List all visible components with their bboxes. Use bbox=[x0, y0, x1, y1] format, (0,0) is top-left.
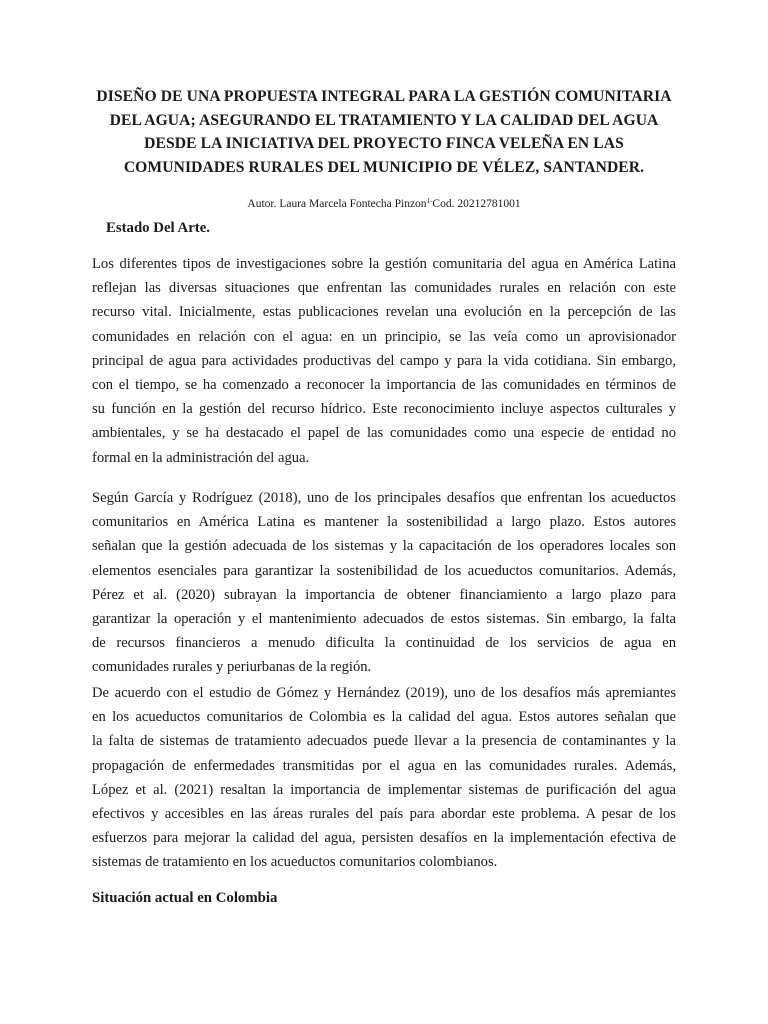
document-title bbox=[80, 85, 688, 179]
paragraph-line: recurso vital. Inicialmente, estas publicaciones revelan una evolución en la percepción de las bbox=[92, 304, 676, 321]
paragraph-line: comunidades en relación con el agua: en un principio, se las veía como un aprovisionador bbox=[92, 328, 676, 345]
section-heading-estado-del-arte: Estado Del Arte. bbox=[106, 220, 210, 236]
paragraph-line: garantizar la operación y el mantenimiento adecuados de estos sistemas. Sin embargo, la falta bbox=[92, 610, 676, 627]
title-line: DESDE LA INICIATIVA DEL PROYECTO FINCA VELEÑA EN LAS bbox=[144, 135, 624, 153]
paragraph-line: efectivos y accesibles en las áreas rurales del país para abordar este problema. A pesar de los bbox=[92, 805, 676, 822]
paragraph-line: su función en la gestión del recurso hídrico. Este reconocimiento incluye aspectos culturales y bbox=[92, 401, 676, 418]
paragraph-line: esfuerzos para mejorar la calidad del agua, persisten desafíos en la implementación efectiva de bbox=[92, 830, 676, 847]
title-line: DEL AGUA; ASEGURANDO EL TRATAMIENTO Y LA CALIDAD DEL AGUA bbox=[109, 111, 659, 129]
paragraph-line: Pérez et al. (2020) subrayan la importancia de obtener financiamiento a largo plazo para bbox=[92, 586, 676, 603]
paragraph-line: comunitarios en América Latina es mantener la sostenibilidad a largo plazo. Estos autores bbox=[92, 514, 676, 531]
paragraph-1 bbox=[92, 252, 676, 470]
student-code: Cod. 20212781001 bbox=[432, 198, 521, 210]
author-line bbox=[80, 193, 688, 212]
paragraph-line: Según García y Rodríguez (2018), uno de los principales desafíos que enfrentan los acueductos bbox=[92, 490, 676, 506]
paragraph-line: López et al. (2021) resaltan la importancia de implementar sistemas de purificación del agua bbox=[92, 781, 676, 798]
paragraph-line: formal en la administración del agua. bbox=[92, 449, 310, 466]
paragraph-line: Los diferentes tipos de investigaciones sobre la gestión comunitaria del agua en América Latina bbox=[92, 256, 676, 272]
paragraph-2 bbox=[92, 486, 676, 680]
paragraph-line: señalan que la gestión adecuada de los sistemas y la capacitación de los operadores locales son bbox=[92, 538, 676, 555]
paragraph-line: De acuerdo con el estudio de Gómez y Hernández (2019), uno de los desafíos más apremiantes bbox=[92, 685, 676, 701]
paragraph-3 bbox=[92, 681, 676, 875]
section-heading-situacion-actual: Situación actual en Colombia bbox=[92, 890, 278, 906]
paragraph-line: de recursos financieros a menudo dificulta la continuidad de los servicios de agua en bbox=[92, 635, 676, 652]
paragraph-line: propagación de enfermedades transmitidas por el agua en las comunidades rurales. Además, bbox=[92, 757, 676, 774]
paragraph-line: con el tiempo, se ha comenzado a reconocer la importancia de las comunidades en términos de bbox=[92, 376, 676, 393]
title-line: COMUNIDADES RURALES DEL MUNICIPIO DE VÉLEZ, SANTANDER. bbox=[123, 158, 645, 176]
paragraph-line: comunidades rurales y periurbanas de la región. bbox=[92, 659, 372, 676]
author-name: Autor. Laura Marcela Fontecha Pinzon bbox=[247, 198, 427, 210]
author-separator: - bbox=[430, 197, 433, 205]
paragraph-line: principal de agua para actividades productivas del campo y para la vida cotidiana. Sin embargo, bbox=[92, 352, 676, 369]
title-line: DISEÑO DE UNA PROPUESTA INTEGRAL PARA LA GESTIÓN COMUNITARIA bbox=[96, 88, 672, 105]
paragraph-line: en los acueductos comunitarios de Colombia es la calidad del agua. Estos autores señalan que bbox=[92, 709, 676, 726]
paragraph-line: ambientales, y se ha destacado el papel de las comunidades como una especie de entidad no bbox=[92, 425, 676, 442]
paragraph-line: la falta de sistemas de tratamiento adecuados puede llevar a la presencia de contaminantes y la bbox=[92, 733, 676, 750]
paragraph-line: elementos esenciales para garantizar la sostenibilidad de los acueductos comunitarios. Además, bbox=[92, 562, 676, 579]
paragraph-line: reflejan las diversas situaciones que enfrentan las comunidades rurales en relación con este bbox=[92, 280, 676, 297]
paragraph-line: sistemas de tratamiento en los acueductos comunitarios colombianos. bbox=[92, 854, 498, 871]
footnote-mark[interactable]: 1 bbox=[426, 197, 431, 205]
